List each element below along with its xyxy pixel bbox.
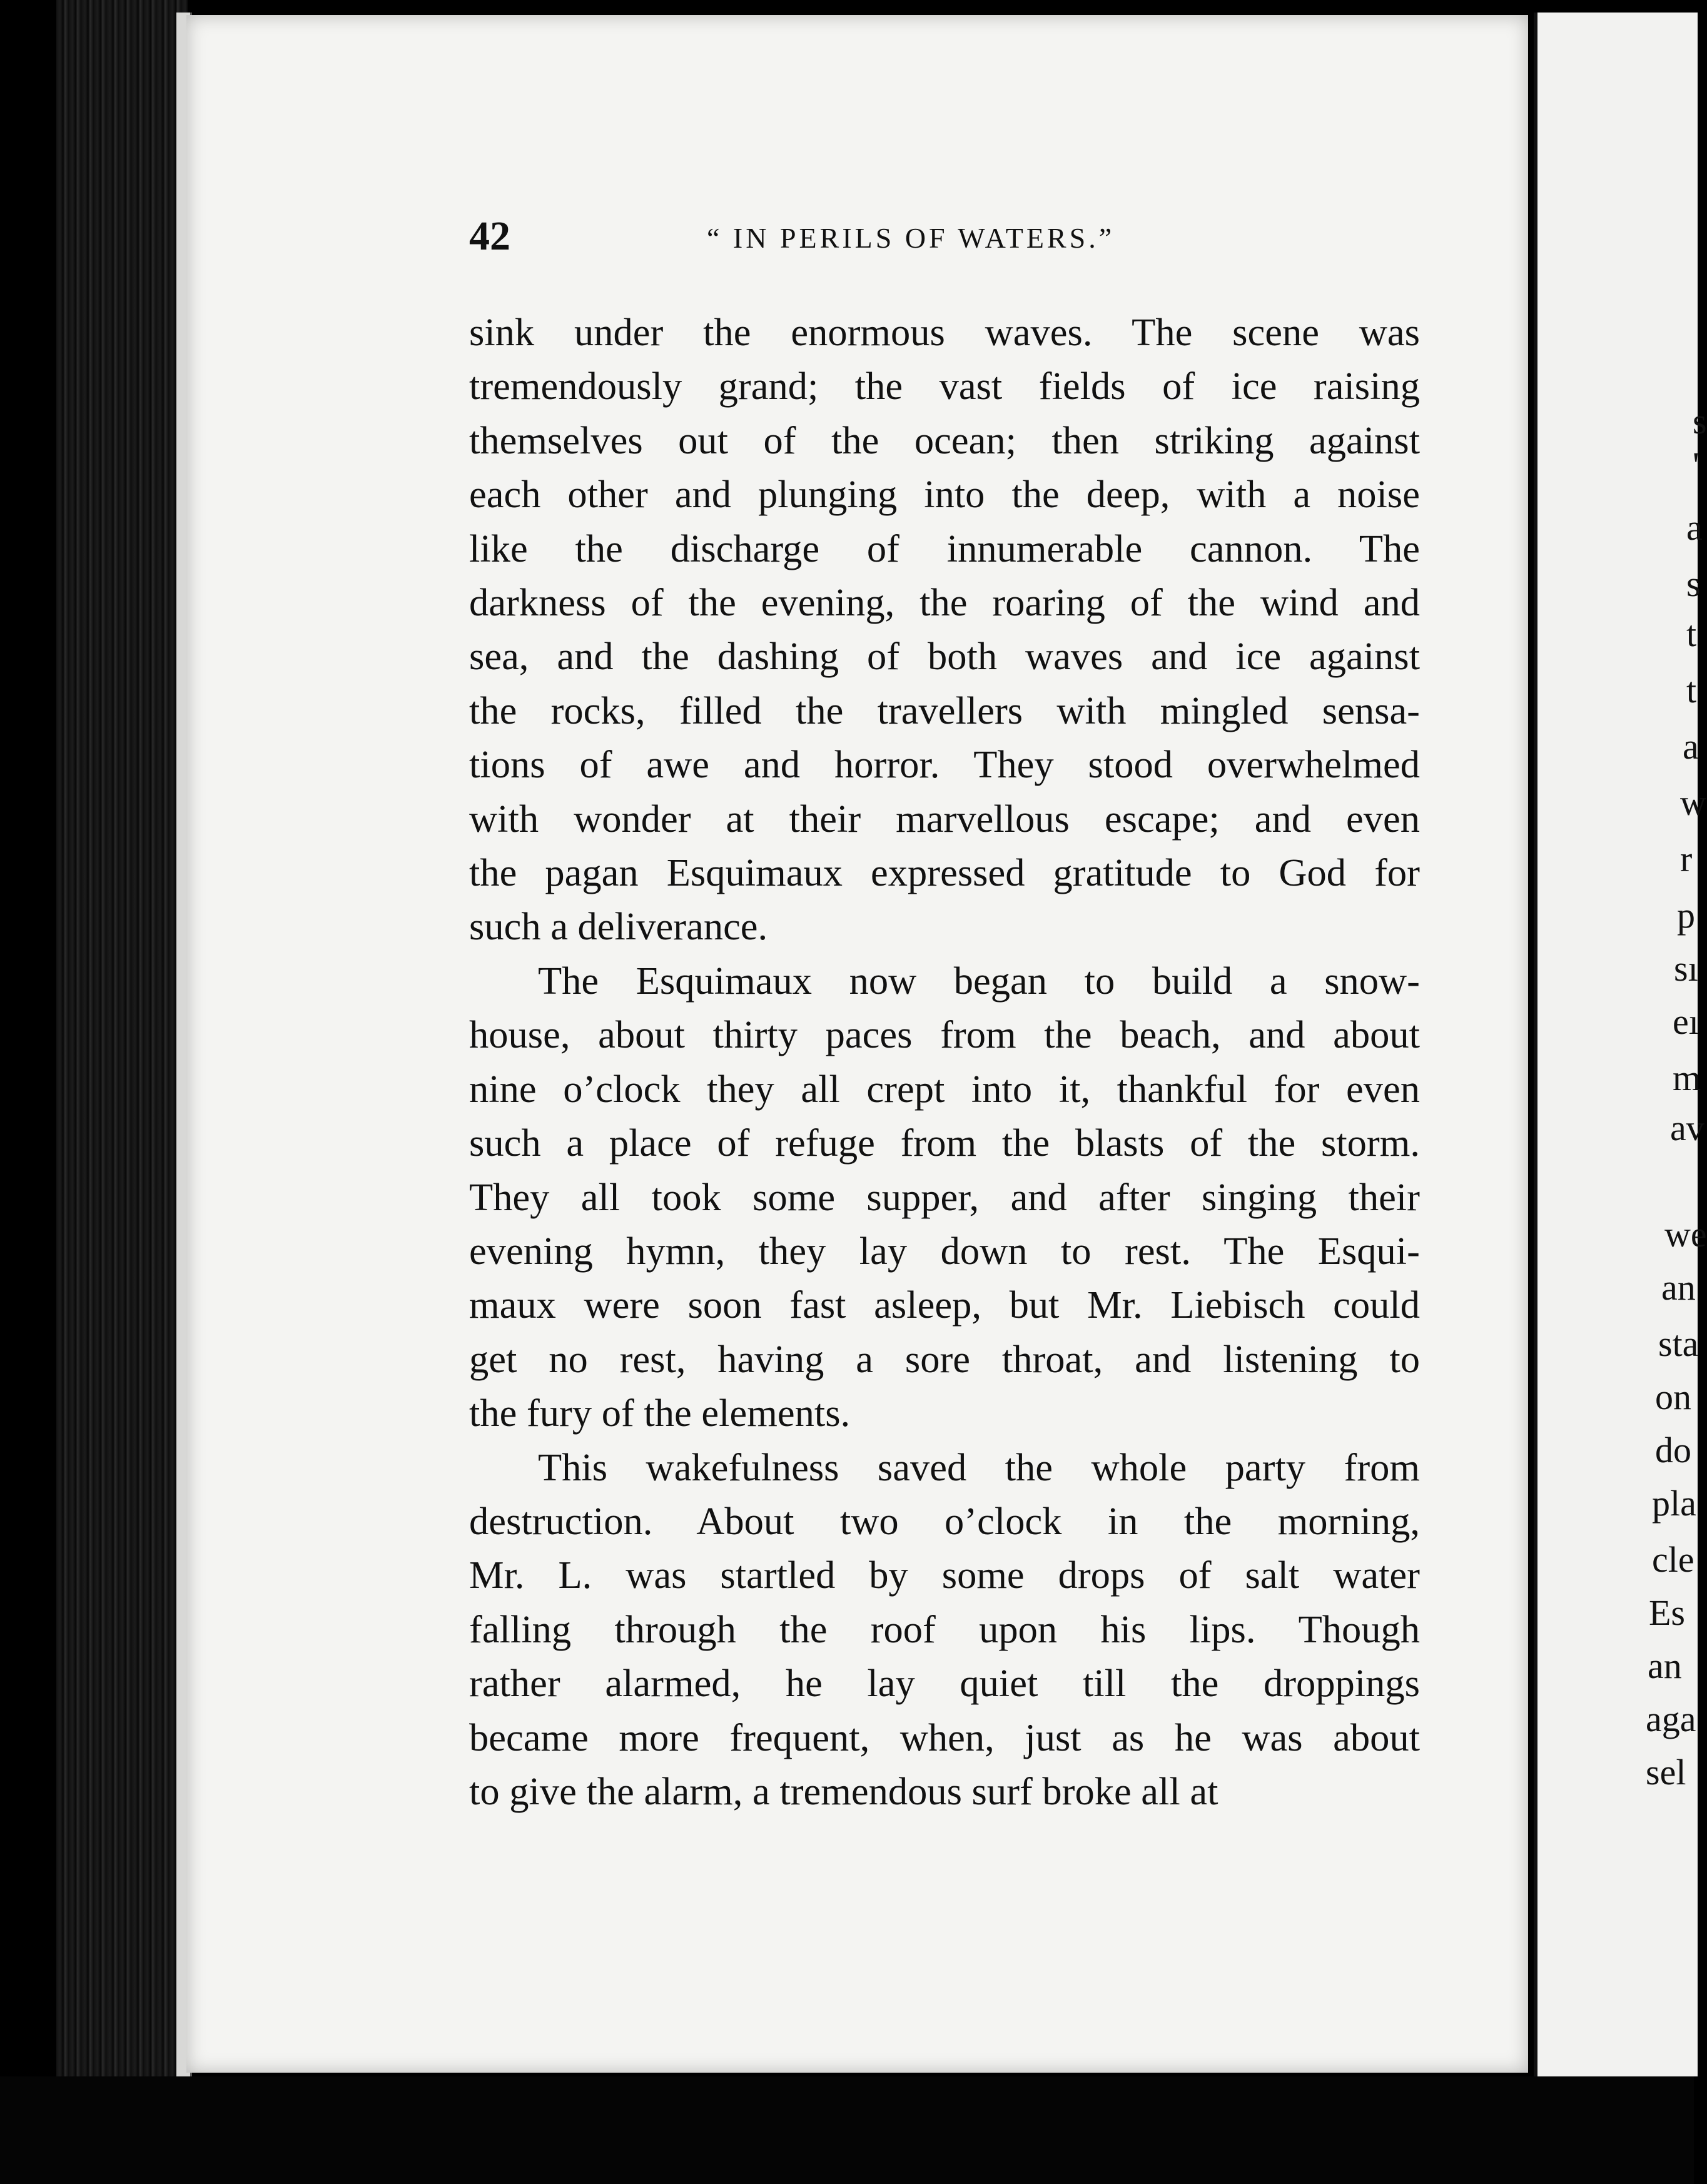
book-spine-edge <box>56 0 188 2089</box>
text-line: with wonder at their marvellous escape; and even <box>469 796 1420 841</box>
text-line: house, about thirty paces from the beach, and about <box>469 1013 1420 1057</box>
text-line: sink under the enormous waves. The scene was <box>469 310 1420 354</box>
text-line: to give the alarm, a tremendous surf broke all at <box>469 1769 1218 1813</box>
facing-page-fragment: ' <box>1693 445 1699 485</box>
running-title: “ IN PERILS OF WATERS.” <box>707 222 1115 254</box>
text-line: get no rest, having a sore throat, and listening to <box>469 1337 1420 1381</box>
text-line: such a deliverance. <box>469 904 768 949</box>
page-number: 42 <box>469 213 510 259</box>
text-line: maux were soon fast asleep, but Mr. Liebisch could <box>469 1283 1420 1327</box>
facing-page-fragment: an <box>1661 1267 1696 1308</box>
text-line: The Esquimaux now began to build a snow- <box>538 958 1420 1003</box>
text-line: Mr. L. was startled by some drops of salt water <box>469 1553 1420 1597</box>
facing-page-fragment: a <box>1686 507 1703 548</box>
text-line: destruction. About two o’clock in the morning, <box>469 1499 1420 1543</box>
text-line: nine o’clock they all crept into it, thankful for even <box>469 1066 1420 1111</box>
text-line: sea, and the dashing of both waves and ice against <box>469 634 1420 679</box>
facing-page-edge <box>1534 13 1707 2076</box>
paragraph <box>469 954 1420 1440</box>
paragraph <box>469 1440 1420 1819</box>
facing-page-fragment: t <box>1686 614 1697 654</box>
facing-page-fragment: w <box>1680 782 1706 823</box>
facing-page-fragment: a <box>1683 726 1699 767</box>
facing-page-fragment: aga <box>1646 1699 1696 1739</box>
text-line: each other and plunging into the deep, with a noise <box>469 472 1420 517</box>
page-header <box>469 213 1420 263</box>
facing-page-fragment: av <box>1670 1108 1704 1148</box>
facing-page-fragment: sta <box>1658 1323 1699 1364</box>
paragraph <box>469 305 1420 954</box>
facing-page-fragment: cle <box>1652 1539 1694 1580</box>
facing-page-fragment: m <box>1673 1058 1701 1098</box>
text-line: tions of awe and horror. They stood overwhelmed <box>469 742 1420 787</box>
body-text <box>469 305 1420 1818</box>
text-line: darkness of the evening, the roaring of the wind and <box>469 580 1420 625</box>
facing-page-fragment: s <box>1686 564 1701 604</box>
text-line: themselves out of the ocean; then striking against <box>469 418 1420 462</box>
text-line: the pagan Esquimaux expressed gratitude to God for <box>469 851 1420 895</box>
text-line: tremendously grand; the vast fields of ice raising <box>469 364 1420 408</box>
text-line: This wakefulness saved the whole party from <box>538 1445 1420 1489</box>
facing-page-fragment: eı <box>1673 1001 1699 1042</box>
text-line: such a place of refuge from the blasts of the storm. <box>469 1121 1420 1165</box>
facing-page-fragment: s <box>1693 401 1707 442</box>
scan-bottom-border <box>0 2076 1694 2184</box>
facing-page-fragment: Es <box>1649 1592 1685 1633</box>
facing-page-fragment: do <box>1655 1430 1691 1470</box>
text-line: falling through the roof upon his lips. Though <box>469 1607 1420 1651</box>
facing-page-fragment: on <box>1655 1377 1691 1417</box>
text-line: the fury of the elements. <box>469 1391 851 1435</box>
text-line: They all took some supper, and after singing their <box>469 1175 1420 1219</box>
text-line: like the discharge of innumerable cannon. The <box>469 526 1420 570</box>
text-line: rather alarmed, he lay quiet till the droppings <box>469 1661 1420 1706</box>
facing-page-fragment: t <box>1686 670 1697 710</box>
facing-page-fragment: p <box>1677 895 1695 936</box>
facing-page-fragment: we <box>1664 1214 1707 1255</box>
facing-page-fragment: pla <box>1652 1483 1696 1524</box>
text-line: evening hymn, they lay down to rest. The Esqui- <box>469 1228 1420 1273</box>
text-line: became more frequent, when, just as he was about <box>469 1715 1420 1759</box>
facing-page-fragment: r <box>1680 839 1693 879</box>
facing-page-fragment: an <box>1648 1646 1682 1686</box>
facing-page-fragment: sel <box>1646 1752 1686 1792</box>
text-line: the rocks, filled the travellers with mingled sensa- <box>469 688 1420 732</box>
facing-page-fragment: sı <box>1674 948 1698 989</box>
